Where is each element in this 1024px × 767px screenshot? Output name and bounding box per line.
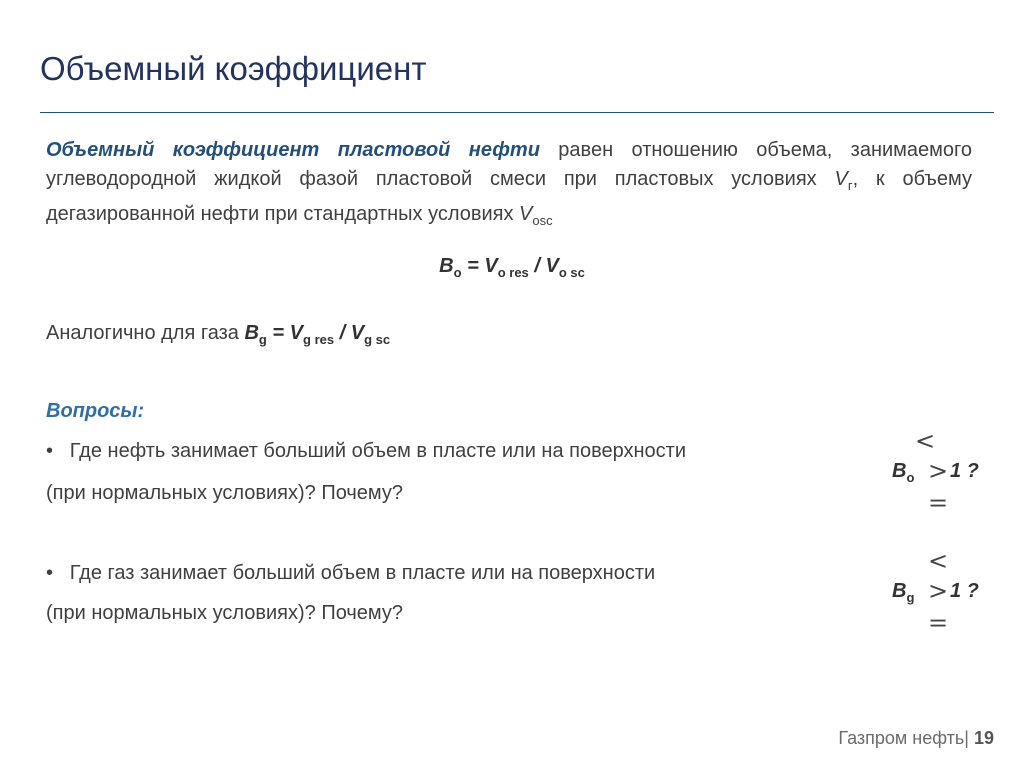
comparison-B-sub: g [906,590,915,605]
question-2-line-1 [46,562,655,585]
gas-eq: = V [266,322,304,344]
equals-symbol: = [928,609,949,637]
gas-formula-line [46,322,390,347]
formula-B-sub: o [453,265,462,280]
questions-heading: Вопросы: [46,400,145,422]
definition-paragraph [46,136,972,235]
comparison-B-letter: B [892,460,907,482]
volume-symbol: V [834,168,848,190]
gas-B: B [244,322,259,344]
greater-than-symbol: > [928,457,949,485]
definition-text-2: , к объему дегазированной нефти при стандартных условиях [46,168,972,225]
formula-div: / V [528,255,559,277]
definition-text-1: равен отношению объема, занимаемого углеводородной жидкой фазой пластовой смеси при пластовых условиях [46,139,973,190]
slide-title: Объемный коэффициент [40,50,427,87]
oil-formula [0,255,1024,280]
comparison-B [892,580,914,605]
oil-comparison [892,427,1002,517]
formula-den-sub: o sc [558,265,585,280]
question-1-line-2: (при нормальных условиях)? Почему? [46,482,404,504]
bullet: • [46,440,54,462]
question-2-line-2: (при нормальных условиях)? Почему? [46,602,404,624]
definition-term: Объемный коэффициент пластовой нефти [46,139,540,161]
comparison-rhs: 1 ? [950,460,979,482]
gas-div: / V [334,322,365,344]
title-divider [40,112,994,113]
equals-symbol: = [928,489,949,517]
question-1-line-1 [46,440,686,463]
footer-separator: | [964,728,969,748]
question-1-text: Где нефть занимает больший объем в пласте или на поверхности [69,440,687,462]
formula-eq: = V [461,255,498,277]
volume-sub-r: г [847,178,853,193]
comparison-B [892,460,914,485]
formula-num-sub: o res [497,265,529,280]
gas-comparison [892,547,1002,637]
formula-B: B [439,255,454,277]
gas-B-sub: g [258,332,267,347]
page-number: 19 [973,728,994,748]
less-than-symbol: < [928,547,949,575]
volume-symbol-2: V [519,203,533,225]
greater-than-symbol: > [928,577,949,605]
gas-den-sub: g sc [364,332,391,347]
less-than-symbol: < [915,427,936,455]
slide-footer [838,728,994,749]
question-2-text: Где газ занимает больший объем в пласте или на поверхности [69,562,656,584]
comparison-B-sub: o [906,470,915,485]
comparison-B-letter: B [892,580,907,602]
gas-num-sub: g res [303,332,335,347]
comparison-rhs: 1 ? [950,580,979,602]
volume-sub-osc: osc [532,213,553,228]
bullet: • [46,562,54,584]
gas-prefix: Аналогично для газа [46,322,245,344]
company-name: Газпром нефть [838,728,965,748]
